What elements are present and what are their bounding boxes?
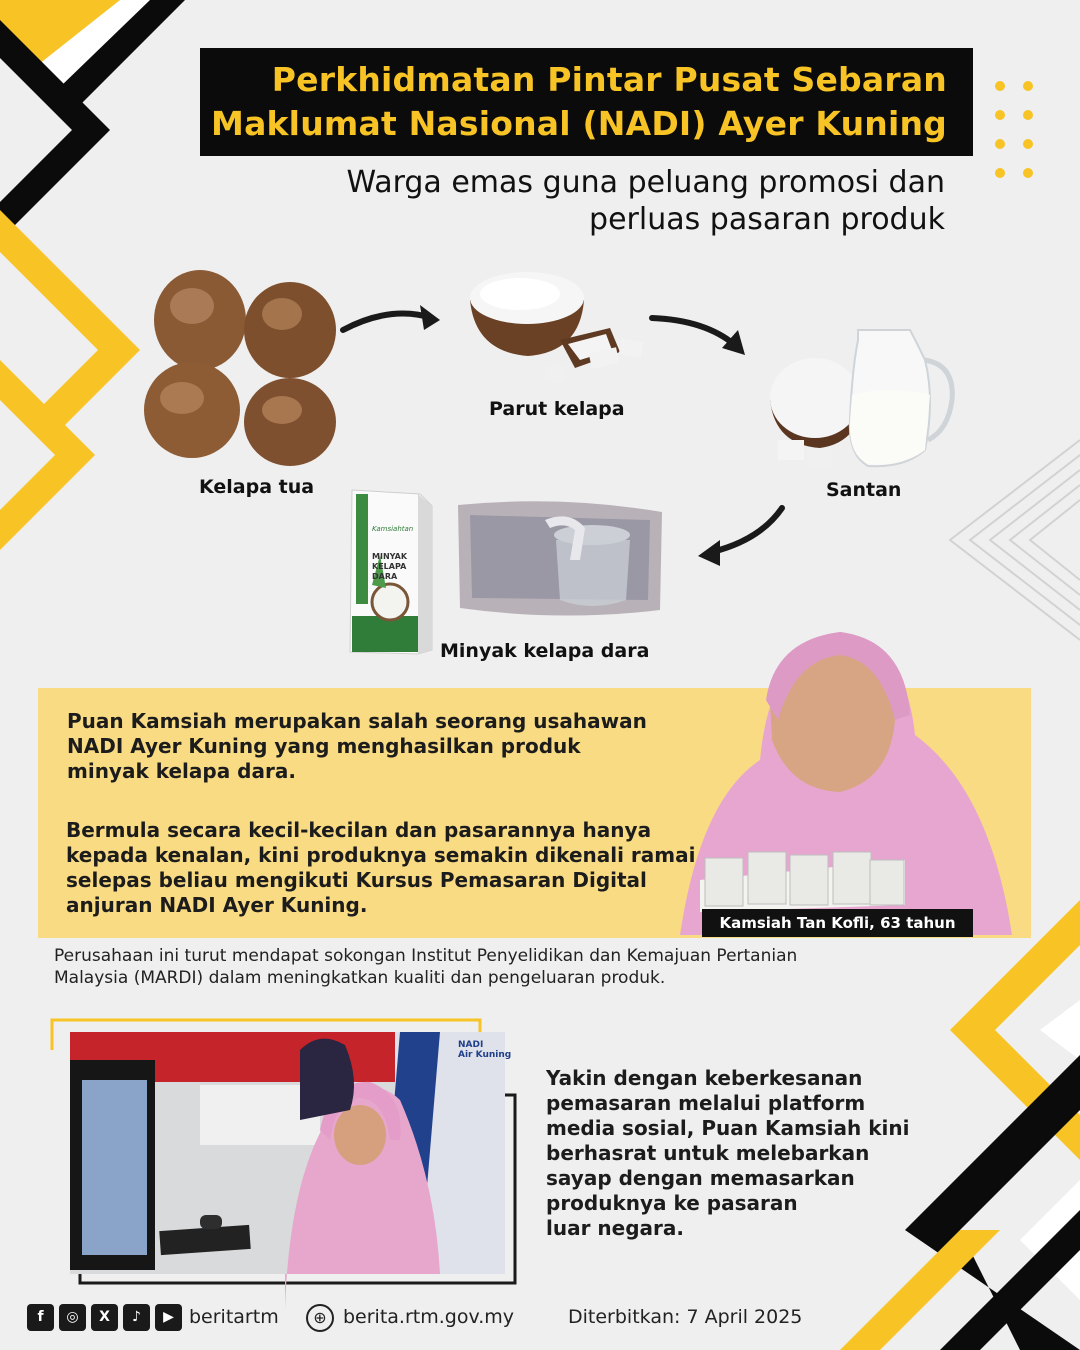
closing-line-7: luar negara. [546, 1216, 684, 1240]
office-sign-line-2: Air Kuning [458, 1050, 512, 1060]
title-line-2: Maklumat Nasional (NADI) Ayer Kuning [211, 104, 947, 143]
x-icon[interactable]: X [91, 1304, 118, 1331]
office-sign [458, 1040, 511, 1060]
social-icons [27, 1304, 187, 1331]
subtitle-line-2: perluas pasaran produk [589, 202, 945, 237]
info-paragraph-2-line-1: Bermula secara kecil-kecilan dan pasarannya hanya [66, 818, 652, 842]
closing-line-4: berhasrat untuk melebarkan [546, 1141, 870, 1165]
office-sign-line-1: NADI [458, 1040, 484, 1050]
instagram-icon[interactable]: ◎ [59, 1304, 86, 1331]
tiktok-icon[interactable]: ♪ [123, 1304, 150, 1331]
info-paragraph-1-line-3: minyak kelapa dara. [67, 759, 296, 783]
facebook-icon[interactable]: f [27, 1304, 54, 1331]
published-date: Diterbitkan: 7 April 2025 [568, 1306, 803, 1328]
product-box-name-line-1: MINYAK [372, 552, 408, 561]
step-label-kelapa-tua: Kelapa tua [199, 476, 315, 498]
social-handle[interactable]: beritartm [189, 1306, 279, 1328]
step-label-parut-kelapa: Parut kelapa [489, 398, 625, 420]
closing-line-2: pemasaran melalui platform [546, 1091, 866, 1115]
mardi-note-line-1: Perusahaan ini turut mendapat sokongan Institut Penyelidikan dan Kemajuan Pertanian [54, 946, 798, 966]
info-paragraph-2-line-2: kepada kenalan, kini produknya semakin dikenali ramai [66, 843, 696, 867]
globe-icon: ⊕ [306, 1304, 334, 1332]
info-paragraph-2-line-3: selepas beliau mengikuti Kursus Pemasaran Digital [66, 868, 647, 892]
product-box-brand: Kamsiahtan [372, 525, 414, 533]
closing-line-6: produknya ke pasaran [546, 1191, 798, 1215]
step-label-santan: Santan [826, 479, 902, 501]
closing-line-1: Yakin dengan keberkesanan [546, 1066, 863, 1090]
closing-paragraph [546, 1066, 926, 1241]
title-line-1: Perkhidmatan Pintar Pusat Sebaran [271, 60, 947, 99]
info-paragraph-1-line-2: NADI Ayer Kuning yang menghasilkan produk [67, 734, 581, 758]
info-paragraph-1-line-1: Puan Kamsiah merupakan salah seorang usahawan [67, 709, 647, 733]
mardi-note-line-2: Malaysia (MARDI) dalam meningkatkan kualiti dan pengeluaran produk. [54, 968, 666, 988]
closing-line-3: media sosial, Puan Kamsiah kini [546, 1116, 910, 1140]
step-label-minyak-kelapa-dara: Minyak kelapa dara [440, 640, 650, 662]
office-photo [70, 1032, 505, 1310]
subtitle-line-1: Warga emas guna peluang promosi dan [346, 165, 945, 200]
closing-line-5: sayap dengan memasarkan [546, 1166, 855, 1190]
youtube-icon[interactable]: ▶ [155, 1304, 182, 1331]
website-link[interactable]: berita.rtm.gov.my [343, 1306, 515, 1328]
info-paragraph-2-line-4: anjuran NADI Ayer Kuning. [66, 893, 368, 917]
product-box-name-line-2: KELAPA [372, 562, 407, 571]
product-box-name-line-3: DARA [372, 572, 398, 581]
portrait-caption: Kamsiah Tan Kofli, 63 tahun [702, 909, 973, 937]
